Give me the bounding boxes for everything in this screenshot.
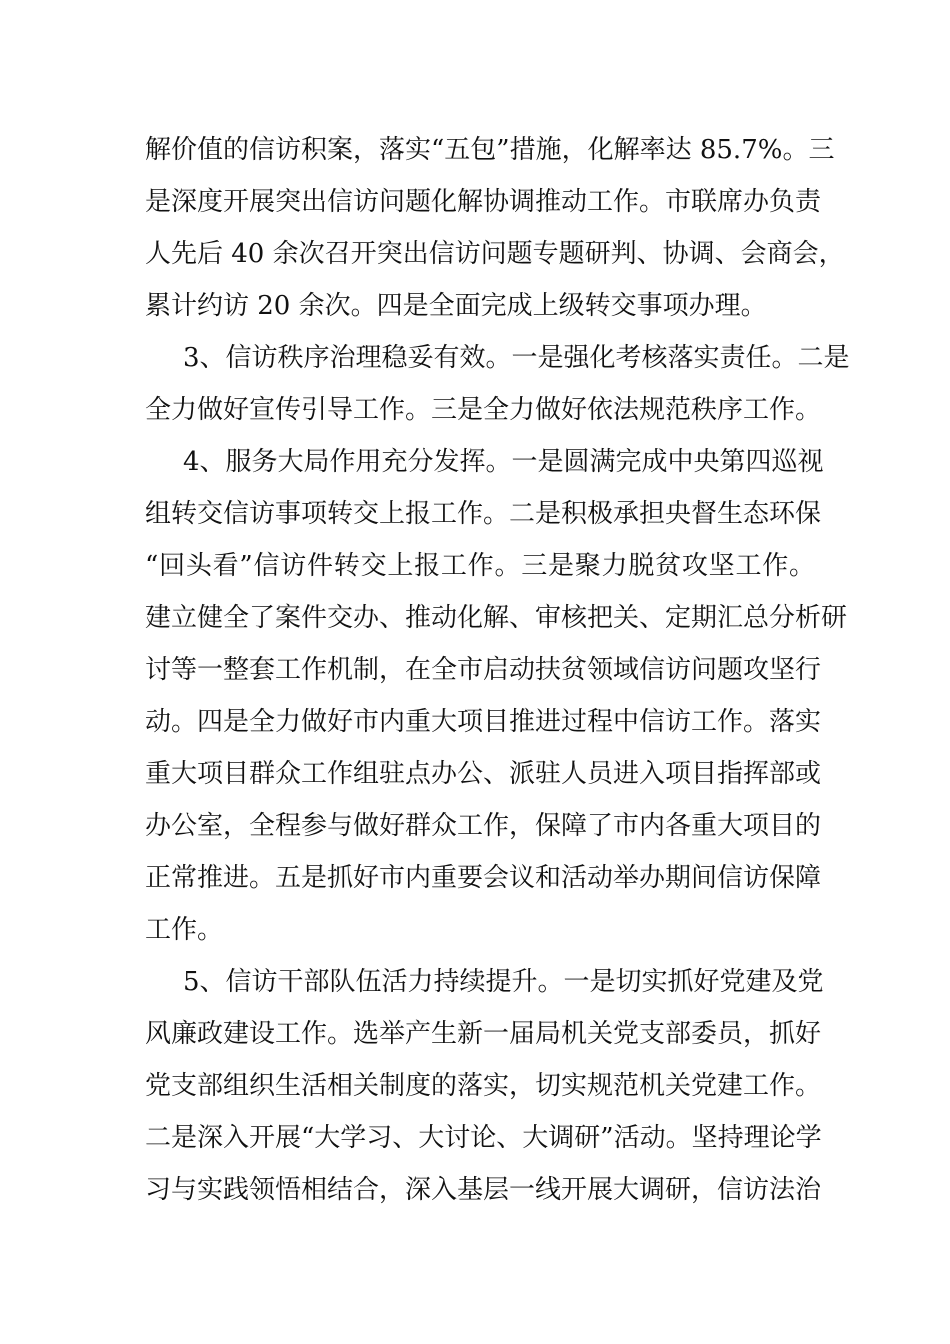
text-line: 习与实践领悟相结合，深入基层一线开展大调研，信访法治 [145, 1175, 822, 1205]
text-line: 建立健全了案件交办、推动化解、审核把关、定期汇总分析研 [145, 603, 848, 633]
text-line: 解价值的信访积案，落实“五包”措施，化解率达 85.7%。三 [145, 135, 835, 165]
text-line: 全力做好宣传引导工作。三是全力做好依法规范秩序工作。 [145, 395, 822, 425]
text-line: 工作。 [145, 915, 224, 945]
text-line: 是深度开展突出信访问题化解协调推动工作。市联席办负责 [145, 187, 822, 217]
body-text [145, 124, 850, 1216]
text-line: 组转交信访事项转交上报工作。二是积极承担央督生态环保 [145, 499, 822, 529]
paragraph-3-heading-line: 3、信访秩序治理稳妥有效。一是强化考核落实责任。二是 [183, 343, 850, 373]
text-line: 讨等一整套工作机制，在全市启动扶贫领域信访问题攻坚行 [145, 655, 822, 685]
text-line: 人先后 40 余次召开突出信访问题专题研判、协调、会商会， [145, 239, 845, 269]
text-line: 动。四是全力做好市内重大项目推进过程中信访工作。落实 [145, 707, 822, 737]
text-line: 正常推进。五是抓好市内重要会议和活动举办期间信访保障 [145, 863, 822, 893]
text-line: “回头看”信访件转交上报工作。三是聚力脱贫攻坚工作。 [145, 551, 815, 581]
text-line: 二是深入开展“大学习、大讨论、大调研”活动。坚持理论学 [145, 1123, 822, 1153]
text-line: 办公室，全程参与做好群众工作，保障了市内各重大项目的 [145, 811, 822, 841]
text-line: 重大项目群众工作组驻点办公、派驻人员进入项目指挥部或 [145, 759, 822, 789]
text-line: 风廉政建设工作。选举产生新一届局机关党支部委员，抓好 [145, 1019, 822, 1049]
text-line: 党支部组织生活相关制度的落实，切实规范机关党建工作。 [145, 1071, 822, 1101]
paragraph-4-heading-line: 4、服务大局作用充分发挥。一是圆满完成中央第四巡视 [183, 447, 824, 477]
paragraph-5-heading-line: 5、信访干部队伍活力持续提升。一是切实抓好党建及党 [183, 967, 824, 997]
text-line: 累计约访 20 余次。四是全面完成上级转交事项办理。 [145, 291, 767, 321]
